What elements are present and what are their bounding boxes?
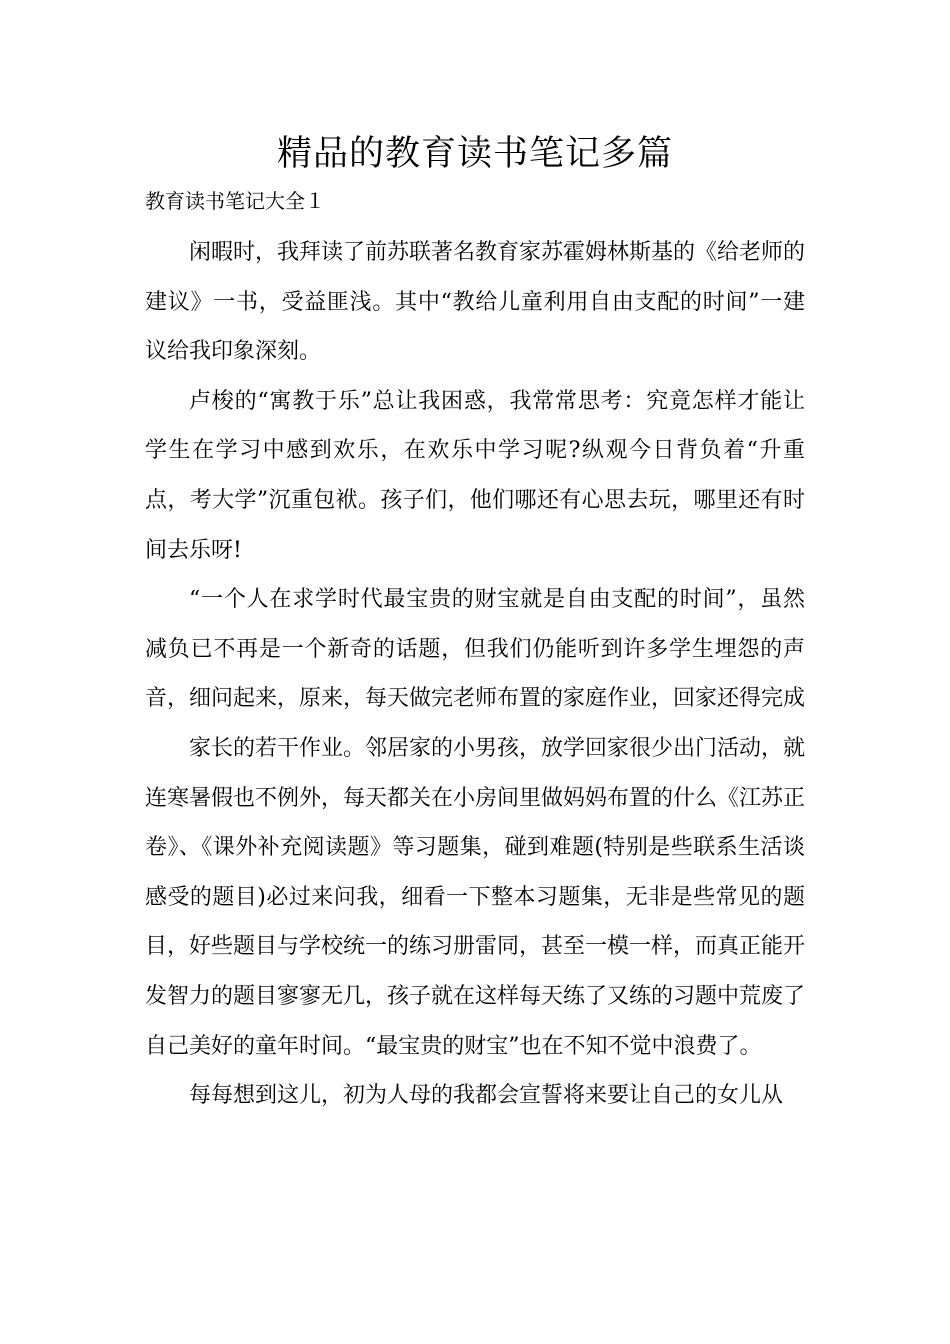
paragraph-3: “一个人在求学时代最宝贵的财宝就是自由支配的时间”，虽然减负已不再是一个新奇的话题，但我们仍能听到许多学生埋怨的声音，细问起来，原来，每天做完老师布置的家庭作业，回家还得完成 — [145, 587, 806, 712]
document-title: 精品的教育读书笔记多篇 — [276, 134, 673, 174]
paragraph-1: 闲暇时，我拜读了前苏联著名教育家苏霍姆林斯基的《给老师的建议》一书，受益匪浅。其中“教给儿童利用自由支配的时间”一建议给我印象深刻。 — [145, 240, 806, 365]
paragraph-4: 家长的若干作业。邻居家的小男孩，放学回家很少出门活动，就连寒暑假也不例外，每天都关在小房间里做妈妈布置的什么《江苏正卷》、《课外补充阅读题》等习题集，碰到难题(特别是些联系生活谈感受的题目)必过来问我，细看一下整本习题集，无非是些常见的题目，好些题目与学校统一的练习册雷同，甚至一模一样，而真正能开发智力的题目寥寥无几，孩子就在这样每天练了又练的习题中荒废了自己美好的童年时间。“最宝贵的财宝”也在不知不觉中浪费了。 — [145, 735, 806, 1059]
paragraph-5: 每每想到这儿，初为人母的我都会宣誓将来要让自己的女儿从 — [189, 1083, 784, 1109]
section-heading: 教育读书笔记大全１ — [145, 189, 325, 213]
document-body — [145, 228, 805, 1121]
paragraph-2: 卢梭的“寓教于乐”总让我困惑，我常常思考：究竟怎样才能让学生在学习中感到欢乐，在欢乐中学习呢?纵观今日背负着“升重点，考大学”沉重包袱。孩子们，他们哪还有心思去玩，哪里还有时间去乐呀! — [145, 388, 805, 563]
